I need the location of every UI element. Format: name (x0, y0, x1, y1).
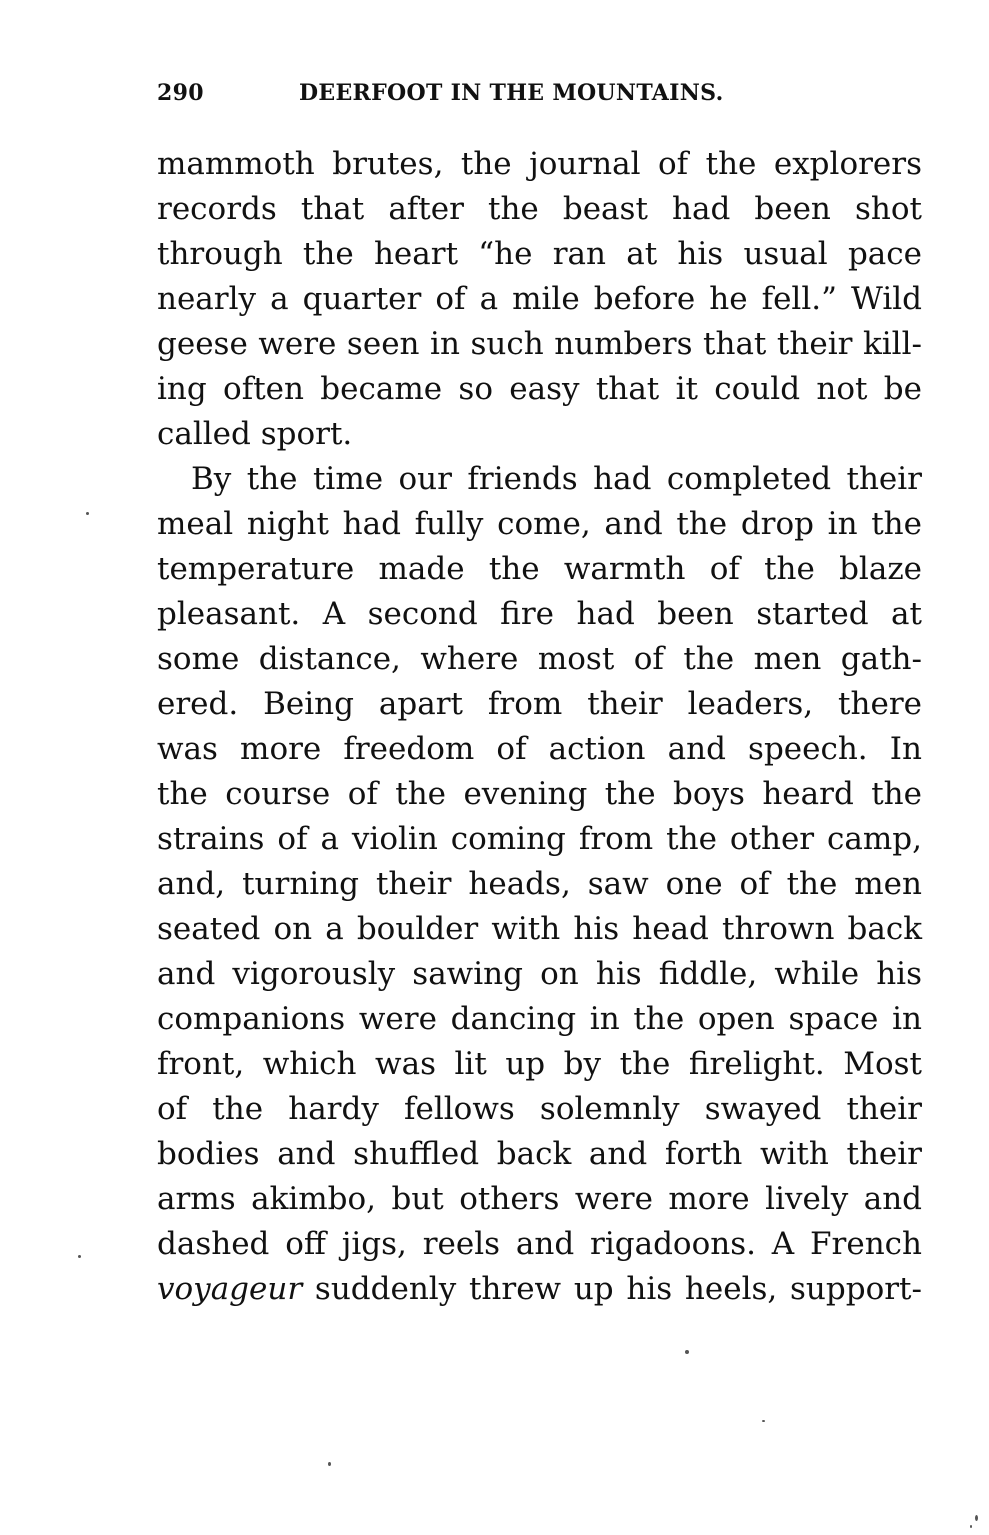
text-line: seated on a boulder with his head thrown back (157, 911, 922, 947)
text-line: through the heart “he ran at his usual pace (157, 236, 922, 272)
text-line: pleasant. A second fire had been started at (157, 596, 922, 632)
text-line: nearly a quarter of a mile before he fell.” Wild (157, 281, 922, 317)
text-line-last (157, 1267, 922, 1312)
text-line: the course of the evening the boys heard the (157, 776, 922, 812)
page-number: 290 (157, 80, 204, 106)
running-head (157, 80, 777, 120)
text-line: By the time our friends had completed their (191, 461, 922, 497)
text-fragment: suddenly threw up his heels, support- (302, 1271, 922, 1307)
scan-speck (975, 1515, 978, 1521)
text-line: geese were seen in such numbers that their kill- (157, 326, 922, 362)
scan-speck (78, 1255, 81, 1258)
text-line: records that after the beast had been shot (157, 191, 922, 227)
text-line: was more freedom of action and speech. In (157, 731, 922, 767)
scan-speck (86, 512, 89, 515)
scan-speck (970, 1525, 972, 1528)
scan-speck (685, 1350, 689, 1354)
scan-speck (762, 1420, 765, 1422)
text-line: and, turning their heads, saw one of the men (157, 866, 922, 902)
italic-word: voyageur (157, 1271, 303, 1307)
text-line: ing often became so easy that it could not be (157, 371, 922, 407)
page-header-title: DEERFOOT IN THE MOUNTAINS. (299, 80, 724, 106)
text-line: meal night had fully come, and the drop in the (157, 506, 922, 542)
text-line: bodies and shuffled back and forth with their (157, 1136, 922, 1172)
text-line: temperature made the warmth of the blaze (157, 551, 922, 587)
scan-speck (328, 1462, 331, 1466)
text-line: mammoth brutes, the journal of the explorers (157, 146, 922, 182)
text-line: front, which was lit up by the firelight. Most (157, 1046, 922, 1082)
text-line: strains of a violin coming from the other camp, (157, 821, 922, 857)
text-line: called sport. (157, 416, 353, 452)
text-line: some distance, where most of the men gath- (157, 641, 922, 677)
text-line: arms akimbo, but others were more lively and (157, 1181, 922, 1217)
text-line: and vigorously sawing on his fiddle, while his (157, 956, 922, 992)
text-line: of the hardy fellows solemnly swayed their (157, 1091, 922, 1127)
text-line: ered. Being apart from their leaders, there (157, 686, 922, 722)
text-line: dashed off jigs, reels and rigadoons. A French (157, 1226, 922, 1262)
text-line: companions were dancing in the open space in (157, 1001, 922, 1037)
body-text (157, 142, 922, 1312)
